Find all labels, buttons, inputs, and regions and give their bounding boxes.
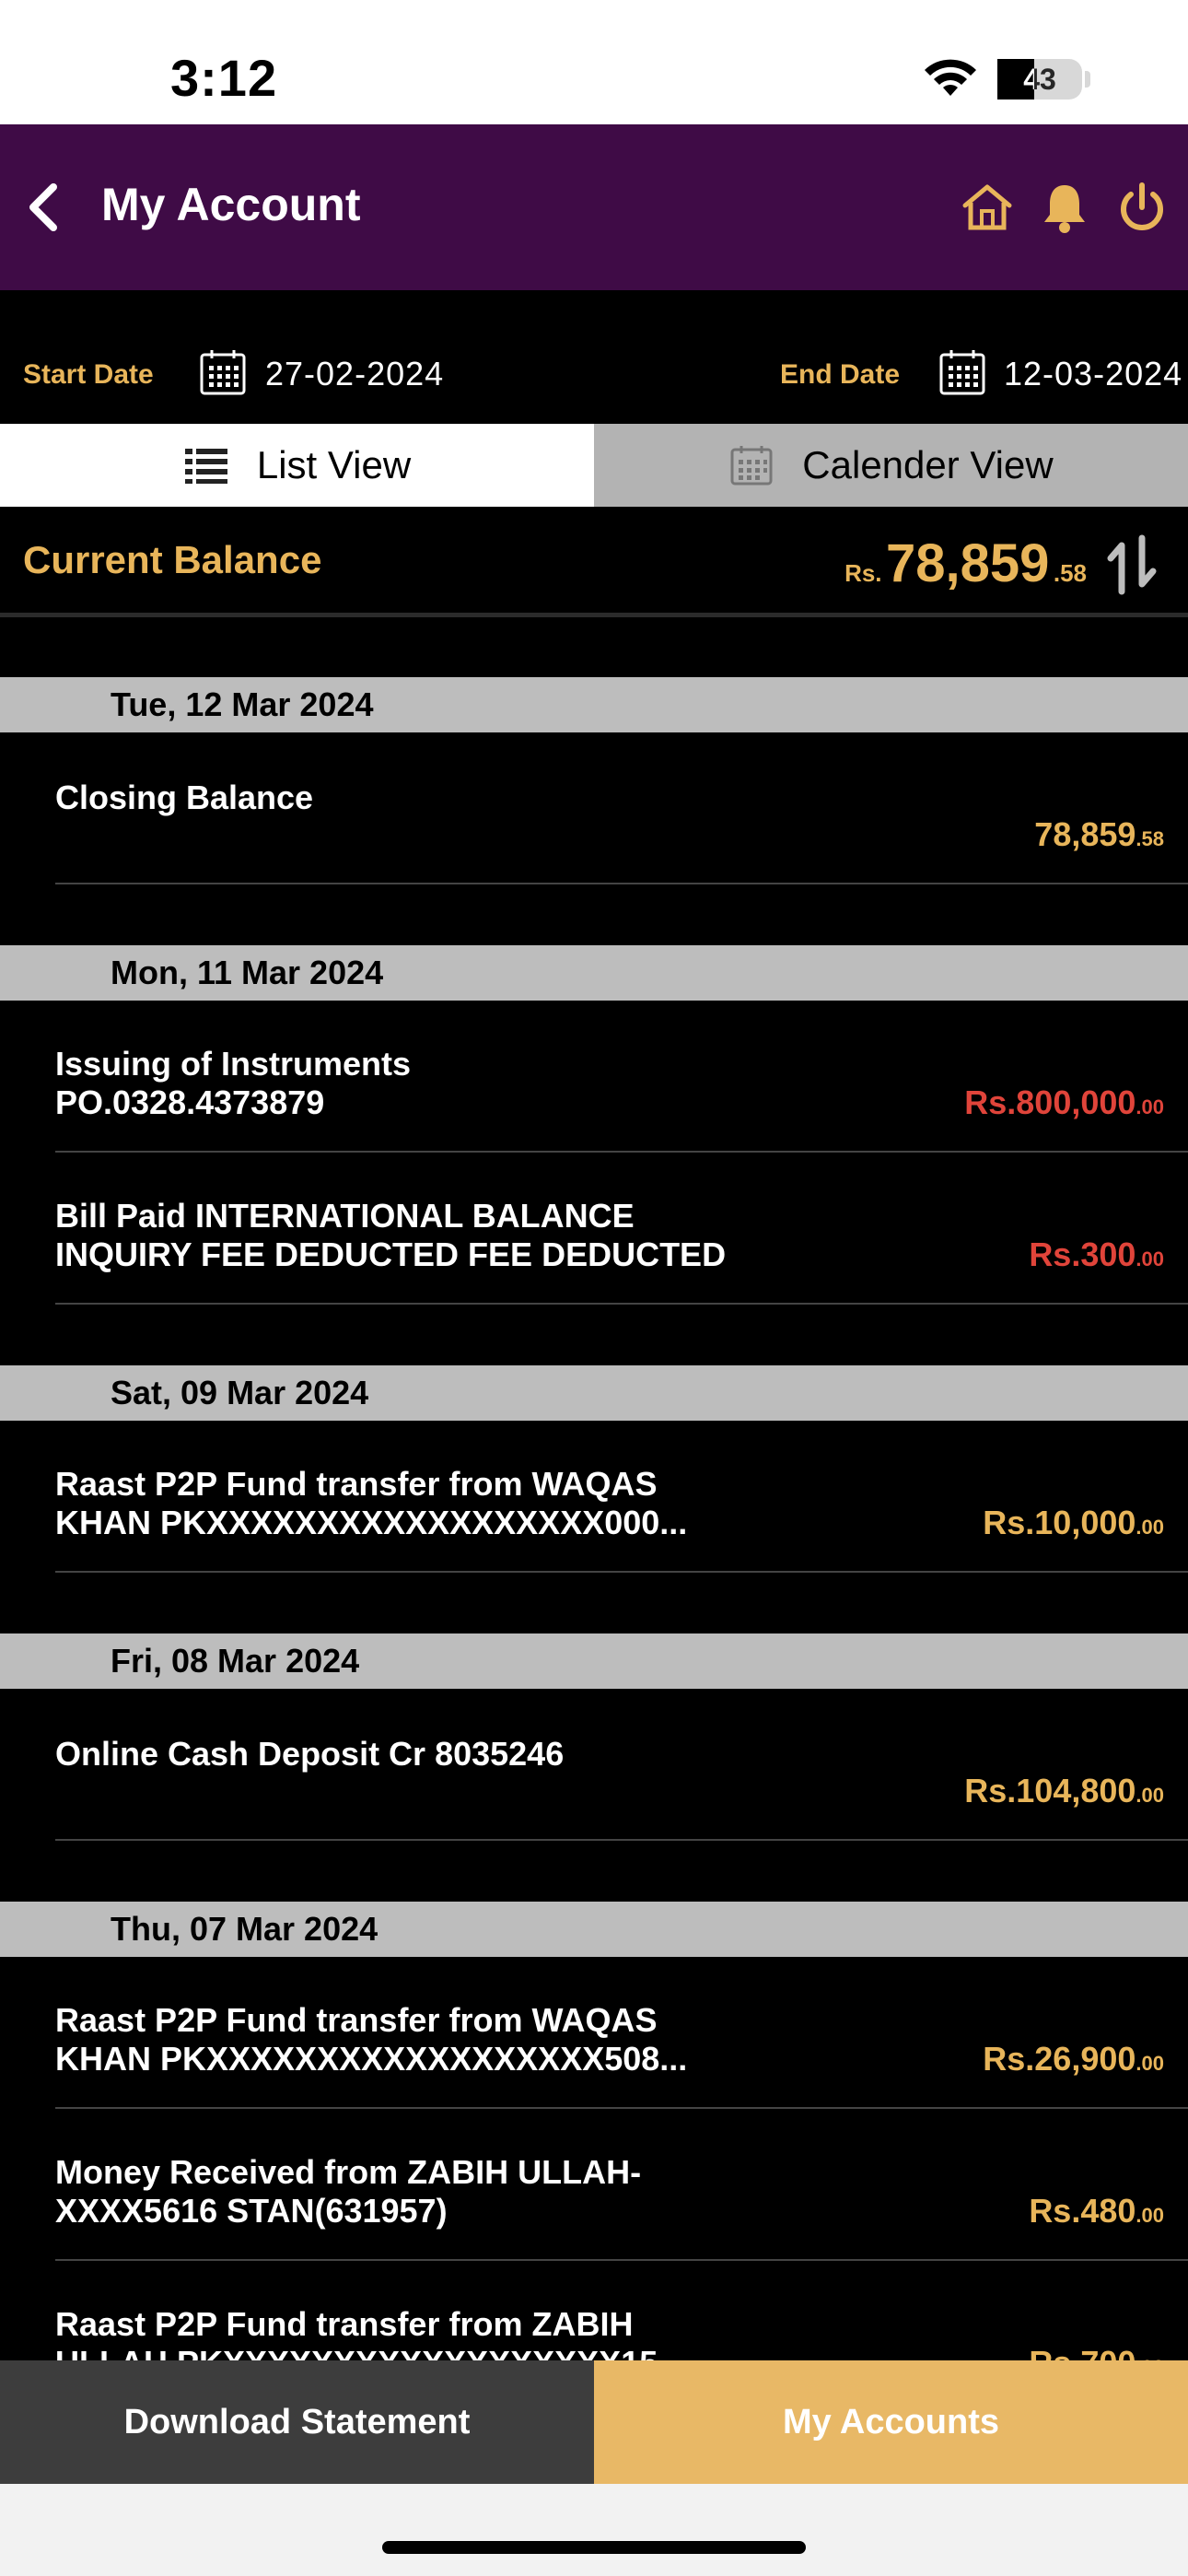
current-balance-label: Current Balance [23, 538, 322, 581]
amount-decimal: .58 [1136, 827, 1164, 850]
transaction-row[interactable] [0, 1689, 1188, 1841]
date-header: Sat, 09 Mar 2024 [0, 1365, 1188, 1421]
row-divider [55, 1303, 1188, 1305]
transaction-description: Raast P2P Fund transfer from WAQAS KHAN PKXXXXXXXXXXXXXXXXXX508... [55, 2001, 688, 2078]
date-header: Tue, 12 Mar 2024 [0, 677, 1188, 732]
transaction-amount [983, 2040, 1164, 2078]
amount-main: 78,859 [1034, 815, 1136, 853]
my-accounts-button[interactable]: My Accounts [594, 2360, 1188, 2484]
amount-decimal: .00 [1136, 1784, 1164, 1807]
date-header: Mon, 11 Mar 2024 [0, 945, 1188, 1001]
transaction-row[interactable] [0, 1153, 1188, 1305]
page-title: My Account [101, 179, 361, 230]
group-gap [0, 1841, 1188, 1902]
row-divider [55, 883, 1188, 884]
transaction-row[interactable] [0, 2109, 1188, 2261]
transaction-description: Bill Paid INTERNATIONAL BALANCE INQUIRY FEE DEDUCTED FEE DEDUCTED [55, 1197, 727, 1273]
current-balance-row [0, 507, 1188, 617]
battery-level: 43 [1023, 63, 1056, 96]
amount-decimal: .00 [1136, 1095, 1164, 1118]
transaction-amount [1029, 2192, 1164, 2231]
transaction-list[interactable] [0, 622, 1188, 2361]
date-header: Fri, 08 Mar 2024 [0, 1633, 1188, 1689]
amount-main: Rs.480 [1029, 2192, 1136, 2230]
back-chevron-icon[interactable] [17, 178, 72, 237]
transaction-description: Closing Balance [55, 779, 314, 816]
home-indicator-area [0, 2484, 1188, 2576]
date-header: Thu, 07 Mar 2024 [0, 1902, 1188, 1957]
status-bar [0, 0, 1188, 124]
balance-currency: Rs. [844, 559, 882, 587]
balance-whole: 78,859 [885, 533, 1050, 593]
row-divider [55, 1571, 1188, 1573]
battery-tip [1085, 71, 1090, 88]
transaction-amount [964, 1083, 1164, 1122]
transaction-row[interactable] [0, 732, 1188, 884]
balance-decimal: .58 [1053, 559, 1087, 587]
end-date-value[interactable]: 12-03-2024 [1004, 355, 1183, 392]
transaction-amount [964, 1772, 1164, 1810]
amount-main: Rs.300 [1029, 1235, 1136, 1273]
date-filter [0, 290, 1188, 424]
start-date-label: Start Date [23, 359, 154, 390]
start-calendar-icon[interactable] [198, 347, 248, 397]
list-icon [183, 445, 229, 486]
amount-main: Rs.800,000 [964, 1083, 1136, 1121]
current-balance-amount [844, 533, 1087, 594]
power-icon[interactable] [1112, 178, 1171, 237]
app-header [0, 124, 1188, 290]
view-tabs [0, 424, 1188, 507]
row-divider [55, 1839, 1188, 1841]
transaction-row[interactable] [0, 1421, 1188, 1573]
amount-decimal: .00 [1136, 1516, 1164, 1539]
amount-main: Rs.104,800 [964, 1772, 1136, 1809]
tab-calendar-view-label: Calender View [802, 443, 1054, 486]
amount-decimal: .00 [1136, 2052, 1164, 2075]
transaction-amount [1029, 1235, 1164, 1274]
end-calendar-icon[interactable] [938, 347, 987, 397]
transaction-description: Raast P2P Fund transfer from ZABIH [55, 2305, 634, 2343]
calendar-icon [728, 445, 775, 486]
bottom-action-bar [0, 2360, 1188, 2484]
transaction-amount [983, 1504, 1164, 1542]
start-date-value[interactable]: 27-02-2024 [265, 355, 445, 392]
tab-list-view-label: List View [256, 443, 412, 486]
list-top-gap [0, 622, 1188, 677]
transaction-description: Online Cash Deposit Cr 8035246 [55, 1735, 565, 1773]
amount-decimal: .00 [1136, 2204, 1164, 2227]
transaction-amount [1034, 815, 1164, 854]
wifi-icon [921, 55, 980, 100]
tab-calendar-view[interactable] [594, 424, 1188, 507]
bell-icon[interactable] [1035, 178, 1094, 237]
battery-icon [997, 59, 1082, 100]
transaction-description: Issuing of Instruments PO.0328.4373879 [55, 1045, 412, 1121]
group-gap [0, 884, 1188, 945]
amount-main: Rs.10,000 [983, 1504, 1136, 1541]
transaction-description: Money Received from ZABIH ULLAH- XXXX5616 STAN(631957) [55, 2153, 642, 2230]
group-gap [0, 1305, 1188, 1365]
transaction-row[interactable] [0, 1957, 1188, 2109]
tab-list-view[interactable] [0, 424, 594, 507]
transaction-description: Raast P2P Fund transfer from WAQAS KHAN PKXXXXXXXXXXXXXXXXXX000... [55, 1465, 688, 1541]
home-indicator[interactable] [382, 2541, 806, 2554]
transaction-row[interactable] [0, 1001, 1188, 1153]
amount-decimal: .00 [1136, 1247, 1164, 1270]
group-gap [0, 1573, 1188, 1633]
amount-main: Rs.26,900 [983, 2040, 1136, 2078]
sort-icon[interactable] [1105, 534, 1160, 595]
home-icon[interactable] [958, 178, 1017, 237]
download-statement-button[interactable]: Download Statement [0, 2360, 594, 2484]
end-date-label: End Date [780, 359, 901, 390]
status-time: 3:12 [170, 49, 278, 107]
